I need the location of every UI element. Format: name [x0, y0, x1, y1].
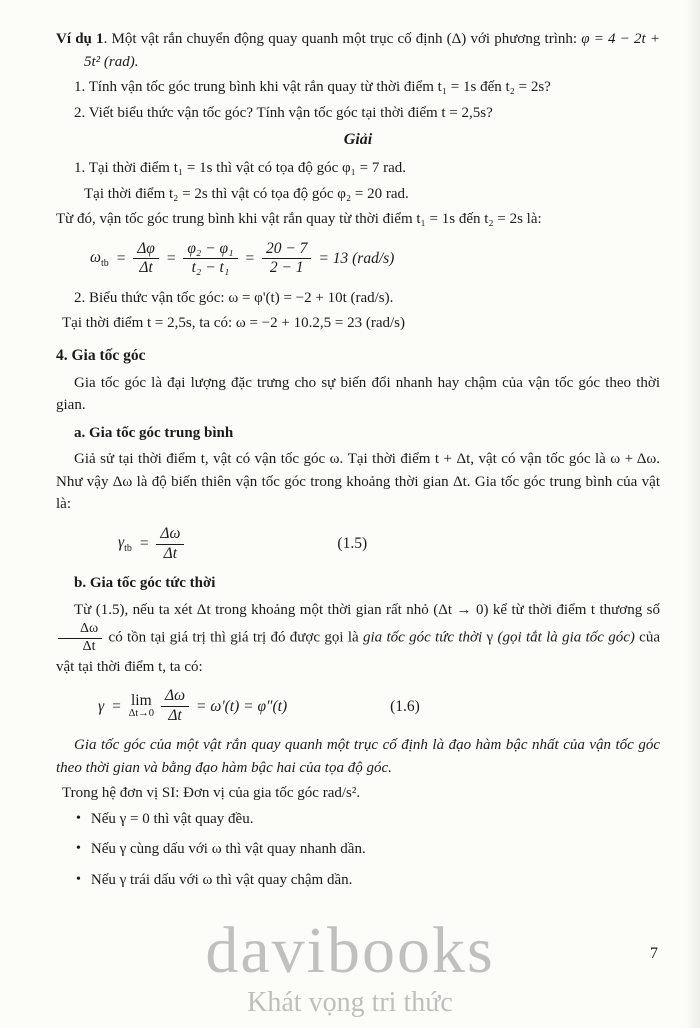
term-instantaneous-angular-acceleration: gia tốc góc tức thời: [362, 629, 483, 646]
watermark-tagline: Khát vọng tri thức: [247, 987, 453, 1019]
bullet-item-3: [56, 869, 660, 892]
formula-1-5: [118, 525, 660, 563]
bullet-icon: •: [76, 810, 81, 826]
equation-tag-1-5: (1.5): [337, 535, 368, 553]
omega-symbol: $\omega_{tb}$: [90, 249, 109, 270]
gamma-inline: γ: [486, 629, 494, 646]
body-text: có tồn tại giá trị thì giá trị đó được gọi là: [108, 629, 359, 646]
gamma-symbol: γ: [98, 697, 105, 715]
question-2: 2. Viết biểu thức vận tốc góc? Tính vận tốc góc tại thời điểm t = 2,5s?: [74, 104, 493, 121]
bullet-text: Nếu γ trái dấu với ω thì vật quay chậm dần.: [90, 871, 353, 888]
subsection-b-body: [56, 599, 660, 679]
example-label: Ví dụ 1: [56, 31, 104, 47]
subsection-b-heading: b. Gia tốc góc tức thời: [74, 575, 216, 592]
bullet-item-2: [56, 838, 660, 861]
fraction-values: $\frac{20 - 7}{2 - 1}$: [262, 240, 311, 278]
page-number: 7: [650, 945, 658, 962]
section-intro: Gia tốc góc là đại lượng đặc trưng cho sự biến đổi nhanh hay chậm của vận tốc góc theo thời gian.: [56, 374, 660, 414]
formula-average-angular-velocity: [90, 240, 660, 278]
bullet-item-1: [56, 808, 660, 831]
subsection-a-body: Giả sử tại thời điểm t, vật có vận tốc góc ω. Tại thời điểm t + Δt, vật có vận tốc góc là ω + Δω. Như vậy Δω là độ biến thiên vận tốc góc trong khoảng thời gian Δt. Gia tốc góc trung bình của vật là:: [56, 451, 660, 513]
body-text: của vật tại thời điểm t, ta có:: [56, 629, 660, 675]
gamma-symbol: $\gamma_{tb}$: [118, 534, 132, 555]
question-1: 1. Tính vận tốc góc trung bình khi vật rắn quay từ thời điểm t₁ = 1s đến t₂ = 2s?: [74, 79, 551, 95]
solution-heading: Giải: [343, 131, 373, 148]
fraction-dphi-dt: $\frac{\Delta\varphi}{\Delta t}$: [133, 240, 159, 278]
watermark-text: davibooks: [205, 914, 495, 988]
equation-tag-1-6: (1.6): [390, 697, 420, 715]
subsection-a-heading: a. Gia tốc góc trung bình: [74, 424, 234, 441]
equals-sign: =: [138, 535, 150, 553]
example-intro-text: . Một vật rắn chuyển động quay quanh một trục cố định (Δ) với phương trình:: [103, 31, 582, 47]
bullet-icon: •: [76, 871, 81, 887]
formula-1-6: [98, 687, 660, 725]
definition-paragraph: Gia tốc góc của một vật rắn quay quanh một trục cố định là đạo hàm bậc nhất của vận tốc góc theo thời gian và bằng đạo hàm bậc hai của tọa độ góc.: [56, 737, 660, 776]
fraction-domega-dt: $\frac{\Delta\omega}{\Delta t}$: [161, 687, 189, 725]
bullet-text: Nếu γ cùng dấu với ω thì vật quay nhanh dần.: [90, 841, 366, 858]
solution-line-5: Tại thời điểm t = 2,5s, ta có: ω = −2 + 10.2,5 = 23 (rad/s): [62, 315, 405, 332]
example-equation: φ = 4 − 2t + 5t² (rad).: [84, 31, 660, 70]
example-intro: [56, 28, 660, 73]
equals-sign: =: [244, 249, 255, 267]
limit-operator: lim Δt→0: [128, 691, 154, 720]
equals-sign: =: [165, 249, 177, 267]
solution-line-1: 1. Tại thời điểm t₁ = 1s thì vật có tọa độ góc φ₁ = 7 rad.: [74, 160, 406, 176]
section-heading: 4. Gia tốc góc: [56, 346, 146, 364]
equals-sign: =: [115, 249, 127, 267]
fraction-domega-dt: $\frac{\Delta\omega}{\Delta t}$: [156, 525, 184, 563]
term-short-name: (gọi tắt là gia tốc góc): [497, 629, 635, 646]
fraction-phi2-phi1: $\frac{\text{φ₂ − φ₁}}{\text{t₂ − t₁}}$: [183, 240, 237, 278]
inline-fraction-domega-dt: $\frac{\Delta\omega}{\Delta t}$: [58, 621, 102, 656]
solution-line-4: 2. Biểu thức vận tốc góc: ω = φ'(t) = −2 + 10t (rad/s).: [74, 289, 394, 306]
formula-rhs: = ω'(t) = φ″(t): [196, 697, 288, 715]
equals-sign: =: [111, 697, 122, 715]
solution-line-2: Tại thời điểm t₂ = 2s thì vật có tọa độ góc φ₂ = 20 rad.: [84, 185, 409, 202]
formula-result: = 13 (rad/s): [318, 249, 395, 267]
bullet-icon: •: [76, 841, 81, 857]
si-unit-note: Trong hệ đơn vị SI: Đơn vị của gia tốc góc rad/s².: [62, 785, 361, 802]
bullet-text: Nếu γ = 0 thì vật quay đều.: [90, 810, 254, 827]
solution-line-3: Từ đó, vận tốc góc trung bình khi vật rắn quay từ thời điểm t₁ = 1s đến t₂ = 2s là:: [56, 211, 542, 227]
watermark: [0, 914, 700, 1020]
body-text: Từ (1.5), nếu ta xét Δt trong khoảng một thời gian rất nhỏ (Δt → 0) kể từ thời điểm t thương số: [74, 601, 660, 618]
